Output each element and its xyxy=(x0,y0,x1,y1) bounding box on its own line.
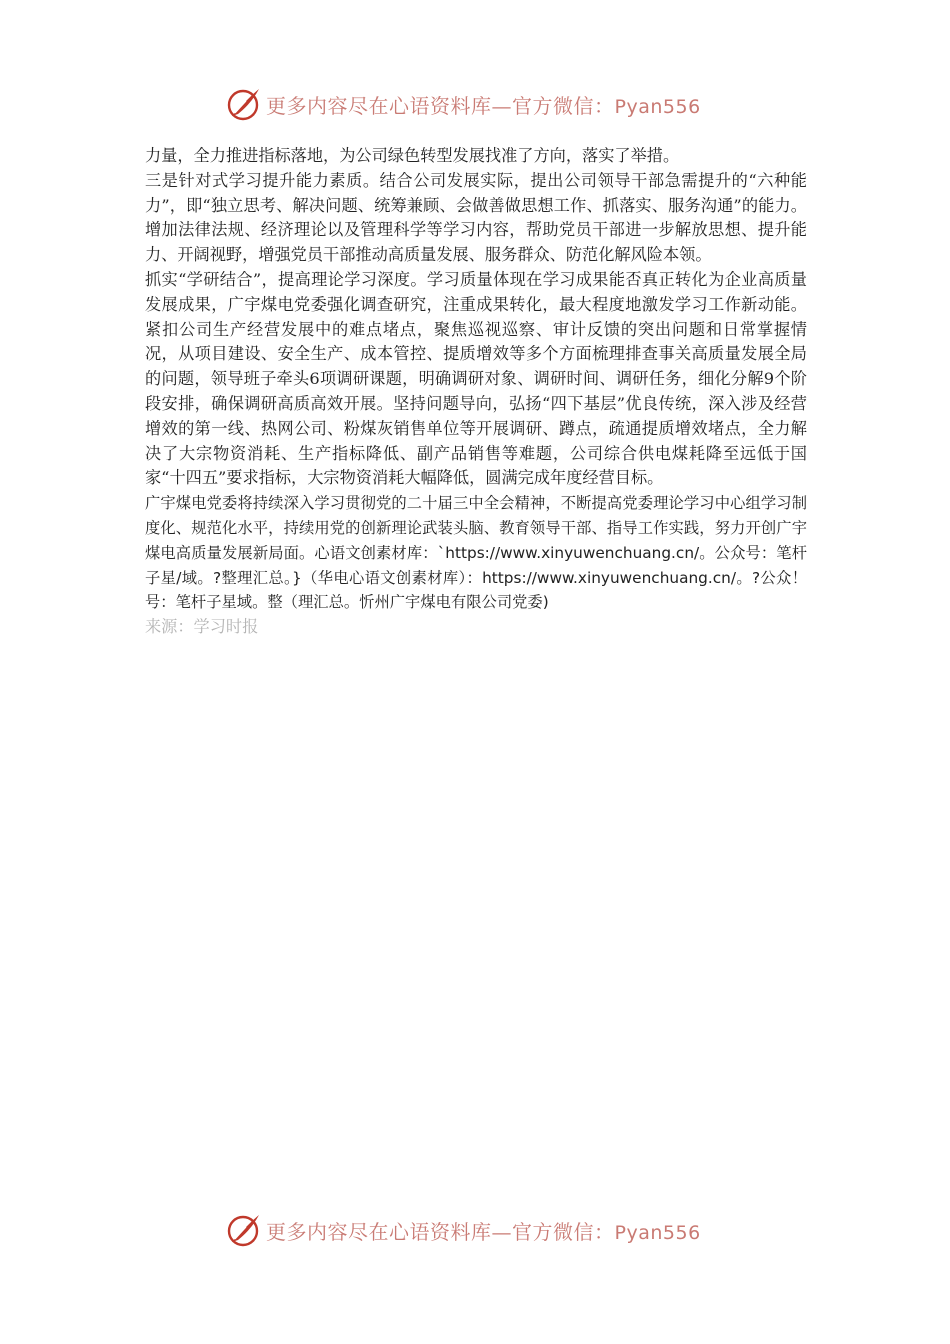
banner-text: 更多内容尽在心语资料库—官方微信：Pyan556 xyxy=(266,1219,701,1244)
paragraph: 三是针对式学习提升能力素质。结合公司发展实际，提出公司领导干部急需提升的“六种能力”，即“独立思考、解决问题、统筹兼顾、会做善做思想工作、抓落实、服务沟通”的能力。增加法律法规、经济理论以及管理科学等学习内容，帮助党员干部进一步解放思想、提升能力、开阔视野，增强党员干部推动高质量发展、服务群众、防范化解风险本领。 xyxy=(145,170,807,265)
banner-text: 更多内容尽在心语资料库—官方微信：Pyan556 xyxy=(266,93,701,118)
source-line: 来源：学习时报 xyxy=(145,617,259,637)
paragraph: 抓实“学研结合”，提高理论学习深度。学习质量体现在学习成果能否真正转化为企业高质量发展成果，广宇煤电党委强化调查研究，注重成果转化，最大程度地激发学习工作新动能。紧扣公司生产经营发展中的难点堵点，聚焦巡视巡察、审计反馈的突出问题和日常掌握情况，从项目建设、安全生产、成本管控、提质增效等多个方面梳理排查事关高质量发展全局的问题，领导班子牵头6项调研课题，明确调研对象、调研时间、调研任务，细化分解9个阶段安排，确保调研高质高效开展。坚持问题导向，弘扬“四下基层”优良传统，深入涉及经营增效的第一线、热网公司、粉煤灰销售单位等开展调研、蹲点，疏通提质增效堵点，全力解决了大宗物资消耗、生产指标降低、副产品销售等难题，公司综合供电煤耗降至远低于国家“十四五”要求指标，大宗物资消耗大幅降低，圆满完成年度经营目标。 xyxy=(145,269,807,488)
footer-banner xyxy=(226,1210,746,1250)
wechat-id: Pyan556 xyxy=(614,1221,701,1244)
quill-logo-icon xyxy=(226,1212,262,1248)
header-banner xyxy=(226,84,746,124)
paragraph-closing: 广宇煤电党委将持续深入学习贯彻党的二十届三中全会精神，不断提高党委理论学习中心组学习制度化、规范化水平，持续用党的创新理论武装头脑、教育领导干部、指导工作实践，努力开创广宇煤电高质量发展新局面。心语文创素材库：`https://www.xinyuwenchuang.cn/。公众号：笔杆子星/域。?整理汇总。}（华电心语文创素材库）：https://www.xinyuwenchuang.cn/。?公众！号：笔杆子星域。整（理汇总。忻州广宇煤电有限公司党委) xyxy=(145,494,807,612)
wechat-id: Pyan556 xyxy=(614,95,701,118)
paragraph: 力量，全力推进指标落地，为公司绿色转型发展找准了方向，落实了举措。 xyxy=(145,146,680,165)
document-body xyxy=(145,144,807,640)
quill-logo-icon xyxy=(226,86,262,122)
